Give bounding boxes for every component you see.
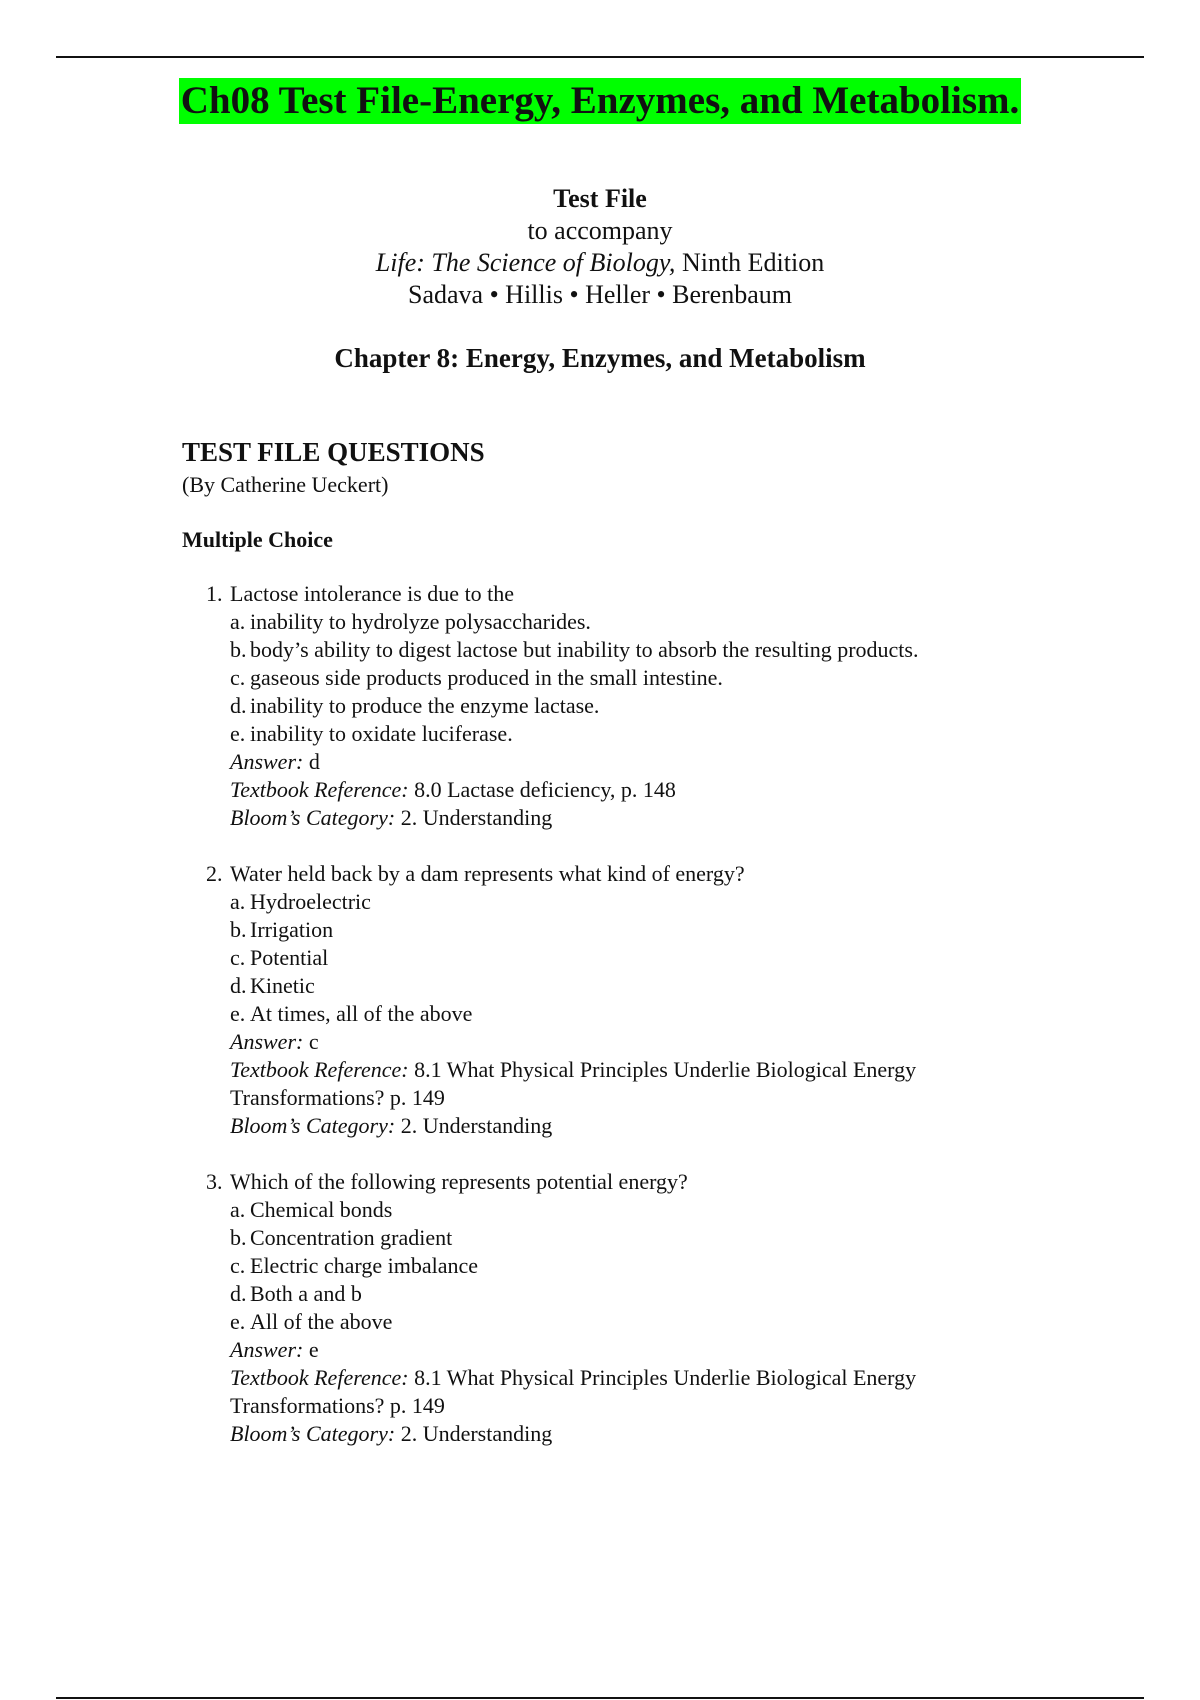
option-a: [230, 608, 1006, 636]
option-letter: e.: [230, 1001, 246, 1026]
textbook-reference-value: 8.0 Lactase deficiency, p. 148: [408, 777, 676, 802]
option-a: [230, 1196, 1006, 1224]
blooms-category-label: Bloom’s Category:: [230, 1421, 396, 1446]
option-text: inability to oxidate luciferase.: [250, 721, 513, 746]
blooms-category-value: 2. Understanding: [395, 1113, 553, 1138]
answer-label: Answer:: [230, 1337, 304, 1362]
option-letter: a.: [230, 889, 246, 914]
textbook-reference-label: Textbook Reference:: [230, 777, 409, 802]
answer-label: Answer:: [230, 1029, 304, 1054]
bottom-rule: [56, 1697, 1144, 1699]
option-text: All of the above: [250, 1309, 393, 1334]
question-text: Water held back by a dam represents what kind of energy?: [230, 861, 745, 886]
title-wrap: [0, 78, 1200, 124]
option-text: gaseous side products produced in the small intestine.: [250, 665, 723, 690]
top-rule: [56, 56, 1144, 58]
option-b: [230, 916, 1006, 944]
option-d: [230, 972, 1006, 1000]
option-text: Potential: [250, 945, 329, 970]
question-text: Which of the following represents potential energy?: [230, 1169, 688, 1194]
option-e: [230, 1000, 1006, 1028]
option-letter: b.: [230, 1225, 247, 1250]
answer-value: e: [303, 1337, 319, 1362]
option-d: [230, 692, 1006, 720]
blooms-category-line: [230, 804, 1006, 832]
question-body: [206, 888, 1006, 1140]
option-letter: c.: [230, 945, 246, 970]
byline: (By Catherine Ueckert): [182, 472, 389, 497]
question-3: [206, 1168, 1006, 1448]
answer-line: [230, 1028, 1006, 1056]
authors-text: Sadava • Hillis • Heller • Berenbaum: [408, 280, 792, 309]
question-type-heading: Multiple Choice: [182, 527, 333, 552]
option-c: [230, 664, 1006, 692]
option-text: Hydroelectric: [250, 889, 371, 914]
option-letter: e.: [230, 721, 246, 746]
textbook-reference-value: 8.1 What Physical Principles Underlie Biological Energy Transformations? p. 149: [230, 1057, 917, 1110]
textbook-reference-line: [230, 776, 1006, 804]
question-number: 3.: [206, 1169, 223, 1194]
option-c: [230, 1252, 1006, 1280]
header-block: [0, 183, 1200, 311]
option-text: At times, all of the above: [250, 1001, 473, 1026]
blooms-category-label: Bloom’s Category:: [230, 1113, 396, 1138]
option-letter: b.: [230, 917, 247, 942]
section-title: TEST FILE QUESTIONS: [182, 437, 485, 467]
option-a: [230, 888, 1006, 916]
answer-label: Answer:: [230, 749, 304, 774]
option-letter: d.: [230, 693, 247, 718]
question-1: [206, 580, 1006, 832]
option-letter: d.: [230, 973, 247, 998]
option-letter: c.: [230, 665, 246, 690]
question-2: [206, 860, 1006, 1140]
question-stem: [206, 1168, 1006, 1196]
option-text: Electric charge imbalance: [250, 1253, 479, 1278]
question-body: [206, 608, 1006, 832]
option-text: inability to produce the enzyme lactase.: [250, 693, 600, 718]
option-letter: d.: [230, 1281, 247, 1306]
question-stem: [206, 860, 1006, 888]
option-c: [230, 944, 1006, 972]
chapter-title: Chapter 8: Energy, Enzymes, and Metabolism: [334, 343, 866, 373]
document-title: Ch08 Test File-Energy, Enzymes, and Metabolism.: [180, 79, 1020, 122]
question-list: [206, 580, 1006, 1476]
question-body: [206, 1196, 1006, 1448]
blooms-category-value: 2. Understanding: [395, 1421, 553, 1446]
answer-value: d: [303, 749, 320, 774]
option-text: Chemical bonds: [250, 1197, 393, 1222]
option-e: [230, 1308, 1006, 1336]
option-letter: a.: [230, 1197, 246, 1222]
to-accompany-text: to accompany: [527, 216, 673, 245]
test-file-heading: Test File: [553, 184, 647, 213]
textbook-reference-line: [230, 1364, 1006, 1420]
option-letter: a.: [230, 609, 246, 634]
option-text: Kinetic: [250, 973, 315, 998]
option-letter: e.: [230, 1309, 246, 1334]
question-stem: [206, 580, 1006, 608]
blooms-category-label: Bloom’s Category:: [230, 805, 396, 830]
option-letter: c.: [230, 1253, 246, 1278]
answer-value: c: [303, 1029, 319, 1054]
book-line: [0, 247, 1200, 279]
book-title: Life: The Science of Biology,: [375, 248, 676, 277]
question-text: Lactose intolerance is due to the: [230, 581, 515, 606]
question-number: 1.: [206, 581, 223, 606]
textbook-reference-label: Textbook Reference:: [230, 1057, 409, 1082]
textbook-reference-line: [230, 1056, 1006, 1112]
blooms-category-line: [230, 1420, 1006, 1448]
option-b: [230, 636, 1006, 664]
option-text: Irrigation: [250, 917, 334, 942]
blooms-category-value: 2. Understanding: [395, 805, 553, 830]
option-b: [230, 1224, 1006, 1252]
edition-text: Ninth Edition: [675, 248, 825, 277]
option-d: [230, 1280, 1006, 1308]
option-text: Both a and b: [250, 1281, 362, 1306]
blooms-category-line: [230, 1112, 1006, 1140]
textbook-reference-label: Textbook Reference:: [230, 1365, 409, 1390]
option-text: Concentration gradient: [250, 1225, 453, 1250]
textbook-reference-value: 8.1 What Physical Principles Underlie Biological Energy Transformations? p. 149: [230, 1365, 917, 1418]
option-text: inability to hydrolyze polysaccharides.: [250, 609, 591, 634]
option-letter: b.: [230, 637, 247, 662]
question-number: 2.: [206, 861, 223, 886]
option-e: [230, 720, 1006, 748]
answer-line: [230, 748, 1006, 776]
answer-line: [230, 1336, 1006, 1364]
option-text: body’s ability to digest lactose but inability to absorb the resulting products.: [250, 637, 919, 662]
